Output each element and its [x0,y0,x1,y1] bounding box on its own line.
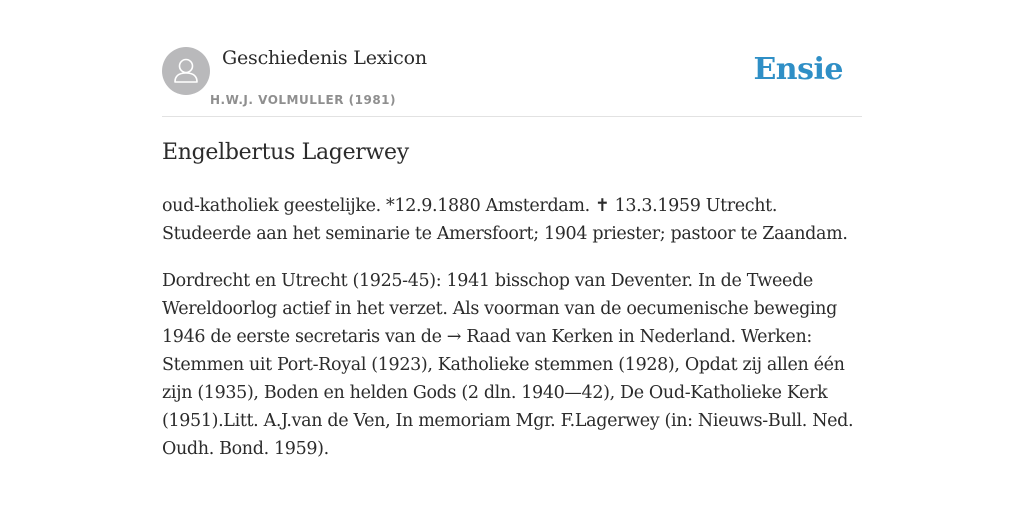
brand-logo[interactable]: Ensie [753,52,843,87]
header [162,46,862,117]
author-credit: H.W.J. VOLMULLER (1981) [210,93,397,107]
entry-paragraph-1: oud-katholiek geestelijke. *12.9.1880 Amsterdam. ✝ 13.3.1959 Utrecht. Studeerde aan het seminarie te Amersfoort; 1904 priester; pastoor te Zaandam. [162,196,848,244]
entry-paragraph-2: Dordrecht en Utrecht (1925-45): 1941 bisschop van Deventer. In de Tweede Wereldoorlog actief in het verzet. Als voorman van de oecumenische beweging 1946 de eerste secretaris van de → Raad van Kerken in Nederland. Werken: Stemmen uit Port-Royal (1923), Katholieke stemmen (1928), Opdat zij allen één zijn (1935), Boden en helden Gods (2 dln. 1940—42), De Oud-Katholieke Kerk (1951).Litt. A.J.van de Ven, In memoriam Mgr. F.Lagerwey (in: Nieuws-Bull. Ned. Oudh. Bond. 1959). [162,271,854,459]
user-icon [162,47,210,95]
avatar[interactable] [162,47,210,95]
page [162,0,862,512]
entry-title: Engelbertus Lagerwey [162,140,409,165]
lexicon-title[interactable]: Geschiedenis Lexicon [222,47,427,69]
